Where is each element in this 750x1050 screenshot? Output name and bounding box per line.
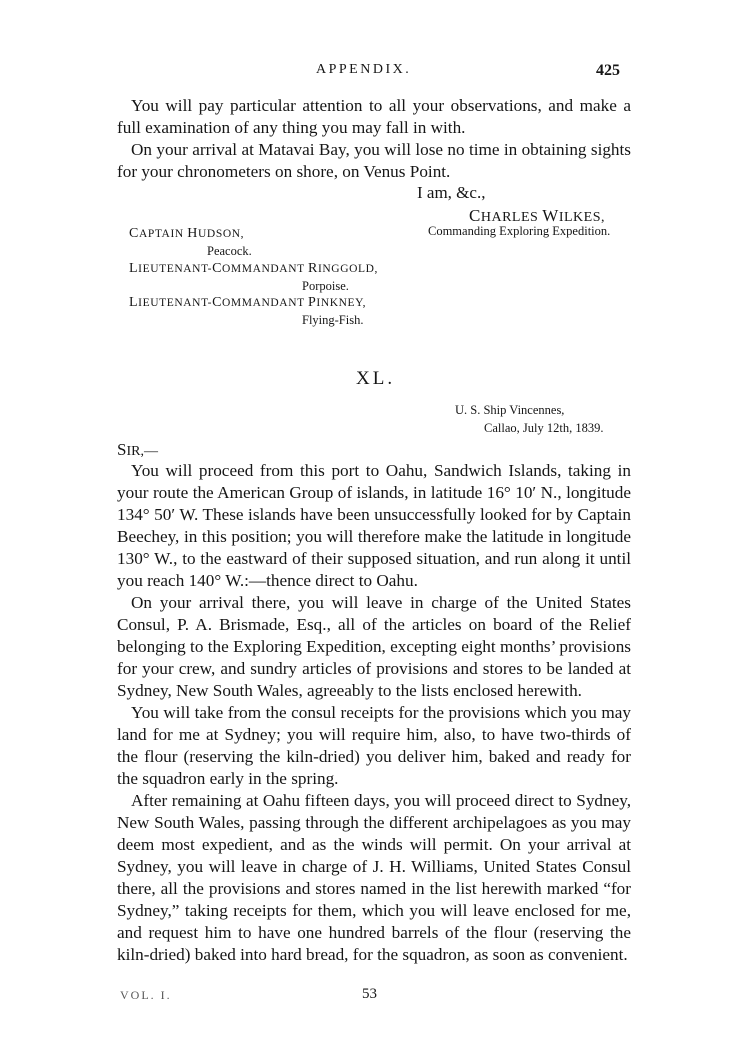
letter1-paragraph-2: On your arrival at Matavai Bay, you will lose no time in obtaining sights for your chronometers on shore, on Venus Point. — [117, 140, 631, 181]
letter2-paragraph-1: You will proceed from this port to Oahu, Sandwich Islands, taking in your route the American Group of islands, in latitude 16° 10′ N., longitude 134° 50′ W. These islands have been unsuccessfully looked for by Captain Beechey, in this position; you will therefore make the latitude in longitude 130° W., to the eastward of their supposed situation, and run along it until you reach 140° W.:—thence direct to Oahu. — [117, 461, 631, 590]
page-number: 425 — [596, 62, 620, 79]
letter1-body — [117, 95, 631, 183]
addressee-1-ship: Peacock. — [207, 244, 252, 258]
letter2-body — [117, 460, 631, 966]
letter2-place-line-1: U. S. Ship Vincennes, — [455, 403, 565, 417]
running-head: APPENDIX. — [316, 62, 412, 77]
addressee-2: LIEUTENANT-COMMANDANT RINGGOLD, — [129, 261, 379, 276]
volume-mark: VOL. I. — [120, 988, 172, 1002]
signer-name: CHARLES WILKES, — [469, 206, 606, 225]
closing: I am, &c., — [417, 183, 486, 202]
signature-number: 53 — [362, 986, 377, 1002]
salutation: SIR,— — [117, 440, 158, 459]
addressee-2-ship: Porpoise. — [302, 279, 349, 293]
letter2-paragraph-2: On your arrival there, you will leave in charge of the United States Consul, P. A. Brismade, Esq., all of the articles on board of the Relief belonging to the Exploring Expedition, excepting eight months’ provisions for your crew, and sundry articles of provisions and stores to be landed at Sydney, New South Wales, agreeably to the lists enclosed herewith. — [117, 593, 631, 700]
addressee-1: CAPTAIN HUDSON, — [129, 226, 245, 241]
addressee-3: LIEUTENANT-COMMANDANT PINKNEY, — [129, 295, 367, 310]
letter2-paragraph-4: After remaining at Oahu fifteen days, you will proceed direct to Sydney, New South Wales, passing through the different archipelagoes as you may deem most expedient, and as the winds will permit. On your arrival at Sydney, you will leave in charge of J. H. Williams, United States Consul there, all the provisions and stores named in the list herewith marked “for Sydney,” taking receipts for them, which you will leave enclosed for me, and request him to have one hundred barrels of the flour (reserving the kiln-dried) baked into hard bread, for the squadron, as soon as convenient. — [117, 791, 631, 964]
letter2-paragraph-3: You will take from the consul receipts for the provisions which you may land for me at Sydney; you will require him, also, to have two-thirds of the flour (reserving the kiln-dried) you deliver him, baked and ready for the squadron early in the spring. — [117, 703, 631, 788]
letter1-paragraph-1: You will pay particular attention to all your observations, and make a full examination of any thing you may fall in with. — [117, 96, 631, 137]
addressee-3-ship: Flying-Fish. — [302, 313, 364, 327]
letter2-place-line-2: Callao, July 12th, 1839. — [484, 421, 604, 435]
letter2-heading: XL. — [356, 368, 396, 389]
signer-title: Commanding Exploring Expedition. — [428, 224, 611, 238]
